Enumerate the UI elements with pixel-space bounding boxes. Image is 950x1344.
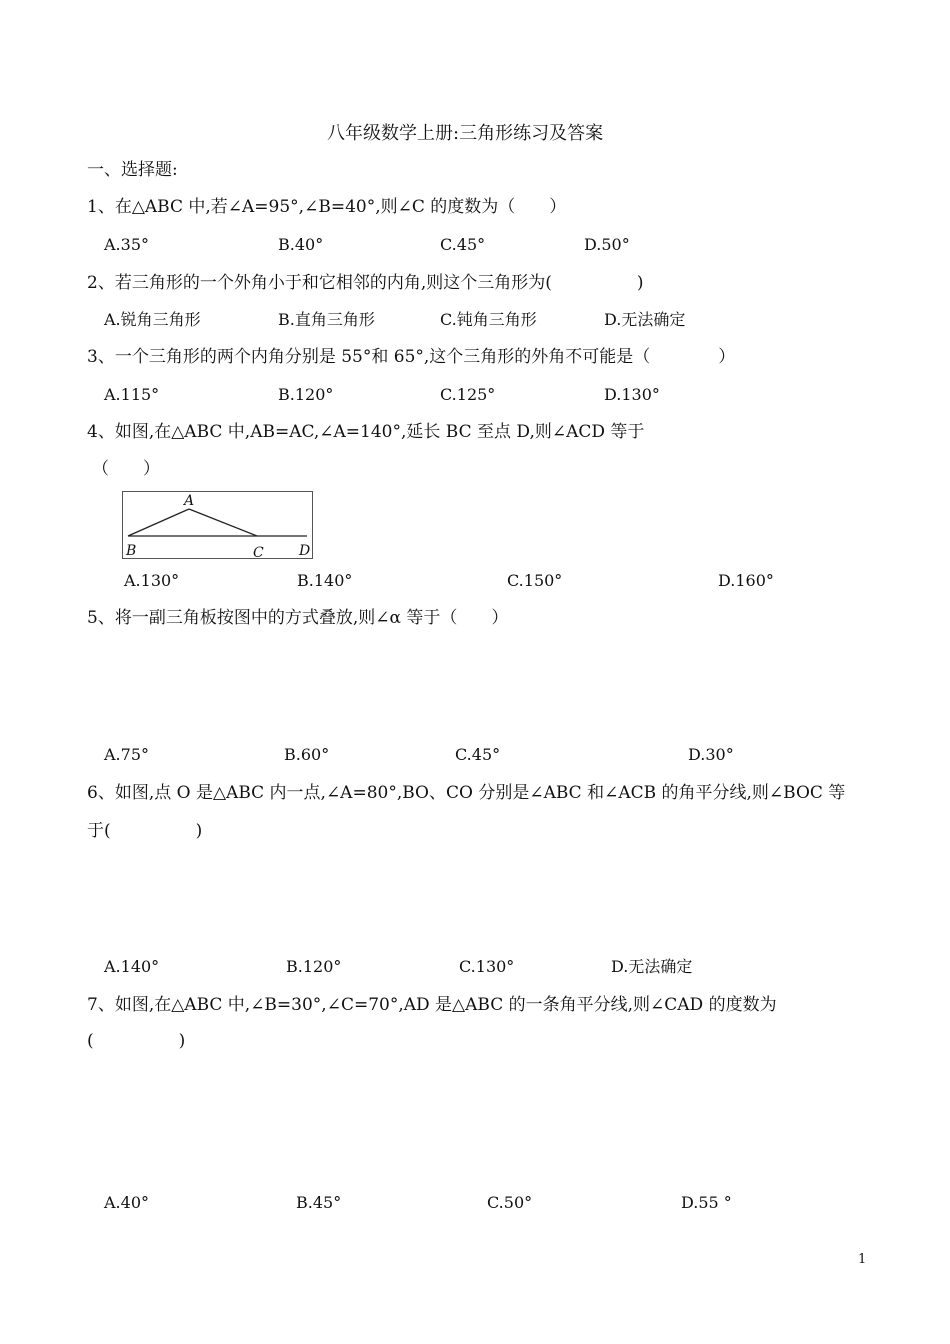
question-7-option-a: A.40° bbox=[104, 1193, 149, 1212]
question-3-text: 3、一个三角形的两个内角分别是 55°和 65°,这个三角形的外角不可能是（ ） bbox=[87, 347, 736, 367]
question-3-option-b: B.120° bbox=[278, 385, 334, 404]
question-1-option-a: A.35° bbox=[104, 235, 149, 254]
question-7-option-c: C.50° bbox=[487, 1193, 533, 1212]
page-number: 1 bbox=[858, 1252, 867, 1267]
label-a: A bbox=[184, 493, 195, 509]
question-7-option-b: B.45° bbox=[296, 1193, 342, 1212]
question-5-option-d: D.30° bbox=[688, 745, 734, 764]
label-b: B bbox=[126, 543, 137, 559]
question-4-text: 4、如图,在△ABC 中,AB=AC,∠A=140°,延长 BC 至点 D,则∠ACD 等于 bbox=[87, 422, 645, 442]
question-4-answer-blank: （ ） bbox=[92, 459, 160, 479]
question-4-option-d: D.160° bbox=[718, 571, 774, 590]
question-5-text: 5、将一副三角板按图中的方式叠放,则∠α 等于（ ） bbox=[87, 608, 509, 628]
question-6-text: 6、如图,点 O 是△ABC 内一点,∠A=80°,BO、CO 分别是∠ABC 和∠ACB 的角平分线,则∠BOC 等 bbox=[87, 783, 846, 803]
question-2-option-b: B.直角三角形 bbox=[278, 310, 375, 329]
question-5-option-b: B.60° bbox=[284, 745, 330, 764]
question-5-option-a: A.75° bbox=[104, 745, 149, 764]
page-title: 八年级数学上册:三角形练习及答案 bbox=[327, 123, 604, 144]
question-4-figure bbox=[122, 491, 313, 559]
question-3-option-d: D.130° bbox=[604, 385, 660, 404]
question-6-option-d: D.无法确定 bbox=[611, 957, 693, 976]
question-1-option-c: C.45° bbox=[440, 235, 486, 254]
question-1-text: 1、在△ABC 中,若∠A=95°,∠B=40°,则∠C 的度数为（ ） bbox=[87, 197, 567, 217]
question-4-option-b: B.140° bbox=[297, 571, 353, 590]
question-2-option-c: C.钝角三角形 bbox=[440, 310, 537, 329]
question-6-option-a: A.140° bbox=[104, 957, 160, 976]
question-6-text-continued: 于( ) bbox=[87, 821, 203, 841]
question-2-text: 2、若三角形的一个外角小于和它相邻的内角,则这个三角形为( ) bbox=[87, 273, 644, 293]
question-3-option-c: C.125° bbox=[440, 385, 496, 404]
question-1-option-b: B.40° bbox=[278, 235, 324, 254]
label-d: D bbox=[299, 543, 311, 559]
question-3-option-a: A.115° bbox=[104, 385, 160, 404]
section-heading: 一、选择题: bbox=[87, 160, 178, 180]
segment-ac bbox=[189, 509, 257, 536]
label-c: C bbox=[253, 545, 264, 560]
question-2-option-d: D.无法确定 bbox=[604, 310, 686, 329]
question-7-option-d: D.55 ° bbox=[681, 1193, 732, 1212]
question-6-option-b: B.120° bbox=[286, 957, 342, 976]
question-4-option-a: A.130° bbox=[124, 571, 180, 590]
question-6-option-c: C.130° bbox=[459, 957, 515, 976]
question-2-option-a: A.锐角三角形 bbox=[104, 310, 201, 329]
question-5-option-c: C.45° bbox=[455, 745, 501, 764]
question-7-text: 7、如图,在△ABC 中,∠B=30°,∠C=70°,AD 是△ABC 的一条角平分线,则∠CAD 的度数为 bbox=[87, 995, 777, 1015]
question-4-option-c: C.150° bbox=[507, 571, 563, 590]
segment-ab bbox=[128, 509, 189, 536]
triangle-diagram bbox=[123, 492, 314, 560]
question-7-text-continued: ( ) bbox=[87, 1031, 186, 1051]
question-1-option-d: D.50° bbox=[584, 235, 630, 254]
